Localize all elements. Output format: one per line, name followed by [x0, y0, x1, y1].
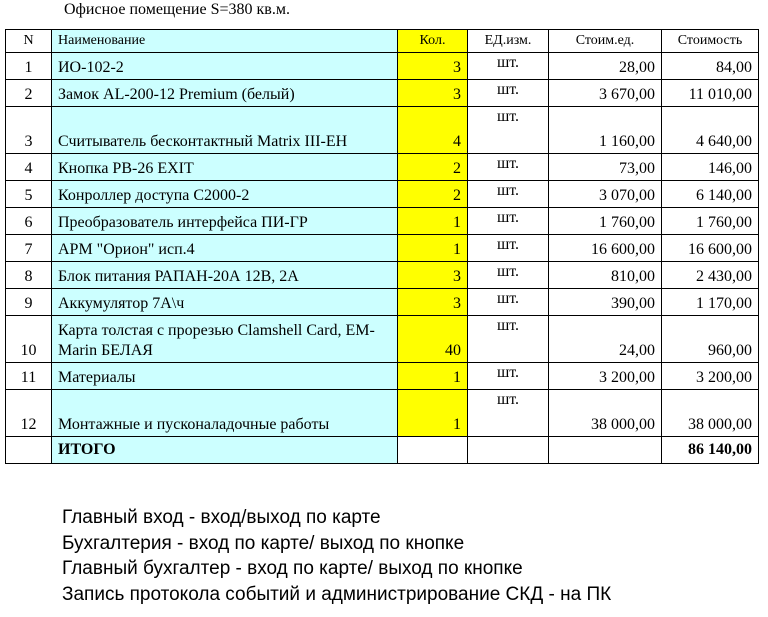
row-price: 38 000,00 — [549, 390, 662, 437]
row-total: 16 600,00 — [662, 235, 759, 262]
row-total: 11 010,00 — [662, 80, 759, 107]
row-qty: 1 — [398, 390, 468, 437]
row-name: ИО-102-2 — [52, 53, 398, 80]
header-name: Наименование — [52, 30, 398, 53]
table-row — [6, 53, 759, 80]
table-row — [6, 154, 759, 181]
header-total: Стоимость — [662, 30, 759, 53]
row-num: 11 — [6, 363, 52, 390]
total-unit-cell — [468, 437, 549, 464]
row-unit: шт. — [468, 390, 549, 437]
row-price: 3 070,00 — [549, 181, 662, 208]
row-total: 1 760,00 — [662, 208, 759, 235]
table-row — [6, 262, 759, 289]
row-num: 5 — [6, 181, 52, 208]
row-unit: шт. — [468, 363, 549, 390]
estimate-table — [5, 29, 759, 464]
row-unit: шт. — [468, 262, 549, 289]
row-qty: 40 — [398, 316, 468, 363]
row-qty: 2 — [398, 181, 468, 208]
row-num: 9 — [6, 289, 52, 316]
row-total: 84,00 — [662, 53, 759, 80]
table-row — [6, 208, 759, 235]
total-num-cell — [6, 437, 52, 464]
note-line: Главный вход - вход/выход по карте — [62, 507, 381, 528]
row-num: 7 — [6, 235, 52, 262]
row-qty: 4 — [398, 107, 468, 154]
row-num: 6 — [6, 208, 52, 235]
row-name: Замок AL-200-12 Premium (белый) — [52, 80, 398, 107]
note-line: Запись протокола событий и администрирование СКД - на ПК — [62, 583, 612, 605]
row-price: 24,00 — [549, 316, 662, 363]
row-qty: 3 — [398, 80, 468, 107]
row-total: 2 430,00 — [662, 262, 759, 289]
row-name: Карта толстая с прорезью Clamshell Card, EM-Marin БЕЛАЯ — [52, 316, 398, 363]
table-row — [6, 181, 759, 208]
grand-total: 86 140,00 — [662, 437, 759, 464]
row-name: Аккумулятор 7А\ч — [52, 289, 398, 316]
row-num: 2 — [6, 80, 52, 107]
row-qty: 2 — [398, 154, 468, 181]
row-price: 3 670,00 — [549, 80, 662, 107]
row-name: Монтажные и пусконаладочные работы — [52, 390, 398, 437]
note-line: Главный бухгалтер - вход по карте/ выход по кнопке — [62, 558, 523, 579]
row-unit: шт. — [468, 181, 549, 208]
note-line: Бухгалтерия - вход по карте/ выход по кнопке — [62, 532, 465, 554]
access-notes — [62, 505, 611, 607]
row-unit: шт. — [468, 316, 549, 363]
row-price: 16 600,00 — [549, 235, 662, 262]
row-num: 10 — [6, 316, 52, 363]
total-qty-cell — [398, 437, 468, 464]
table-row — [6, 363, 759, 390]
total-price-cell — [549, 437, 662, 464]
row-num: 3 — [6, 107, 52, 154]
row-qty: 3 — [398, 289, 468, 316]
row-num: 8 — [6, 262, 52, 289]
table-row — [6, 107, 759, 154]
row-name: Блок питания РАПАН-20А 12В, 2А — [52, 262, 398, 289]
table-row — [6, 316, 759, 363]
table-row — [6, 235, 759, 262]
row-total: 146,00 — [662, 154, 759, 181]
total-row — [6, 437, 759, 464]
row-total: 6 140,00 — [662, 181, 759, 208]
row-qty: 3 — [398, 262, 468, 289]
table-header-row — [6, 30, 759, 53]
header-unit: ЕД.изм. — [468, 30, 549, 53]
row-price: 1 760,00 — [549, 208, 662, 235]
row-total: 3 200,00 — [662, 363, 759, 390]
header-price: Стоим.ед. — [549, 30, 662, 53]
row-price: 3 200,00 — [549, 363, 662, 390]
row-qty: 1 — [398, 235, 468, 262]
row-name: Конроллер доступа С2000-2 — [52, 181, 398, 208]
header-num: N — [6, 30, 52, 53]
row-qty: 3 — [398, 53, 468, 80]
row-unit: шт. — [468, 80, 549, 107]
row-unit: шт. — [468, 289, 549, 316]
row-num: 4 — [6, 154, 52, 181]
row-unit: шт. — [468, 235, 549, 262]
row-price: 73,00 — [549, 154, 662, 181]
row-unit: шт. — [468, 53, 549, 80]
row-price: 1 160,00 — [549, 107, 662, 154]
row-num: 12 — [6, 390, 52, 437]
total-label: ИТОГО — [52, 437, 398, 464]
sheet-caption: Офисное помещение S=380 кв.м. — [64, 1, 290, 18]
row-total: 960,00 — [662, 316, 759, 363]
row-num: 1 — [6, 53, 52, 80]
row-name: Считыватель бесконтактный Matrix III-EH — [52, 107, 398, 154]
row-total: 4 640,00 — [662, 107, 759, 154]
row-unit: шт. — [468, 154, 549, 181]
row-qty: 1 — [398, 363, 468, 390]
row-unit: шт. — [468, 208, 549, 235]
row-total: 38 000,00 — [662, 390, 759, 437]
row-name: Преобразователь интерфейса ПИ-ГР — [52, 208, 398, 235]
row-name: АРМ "Орион" исп.4 — [52, 235, 398, 262]
table-row — [6, 80, 759, 107]
row-qty: 1 — [398, 208, 468, 235]
row-price: 810,00 — [549, 262, 662, 289]
row-unit: шт. — [468, 107, 549, 154]
table-row — [6, 390, 759, 437]
row-name: Кнопка PB-26 EXIT — [52, 154, 398, 181]
row-price: 390,00 — [549, 289, 662, 316]
header-qty: Кол. — [398, 30, 468, 53]
row-name: Материалы — [52, 363, 398, 390]
row-price: 28,00 — [549, 53, 662, 80]
table-row — [6, 289, 759, 316]
row-total: 1 170,00 — [662, 289, 759, 316]
